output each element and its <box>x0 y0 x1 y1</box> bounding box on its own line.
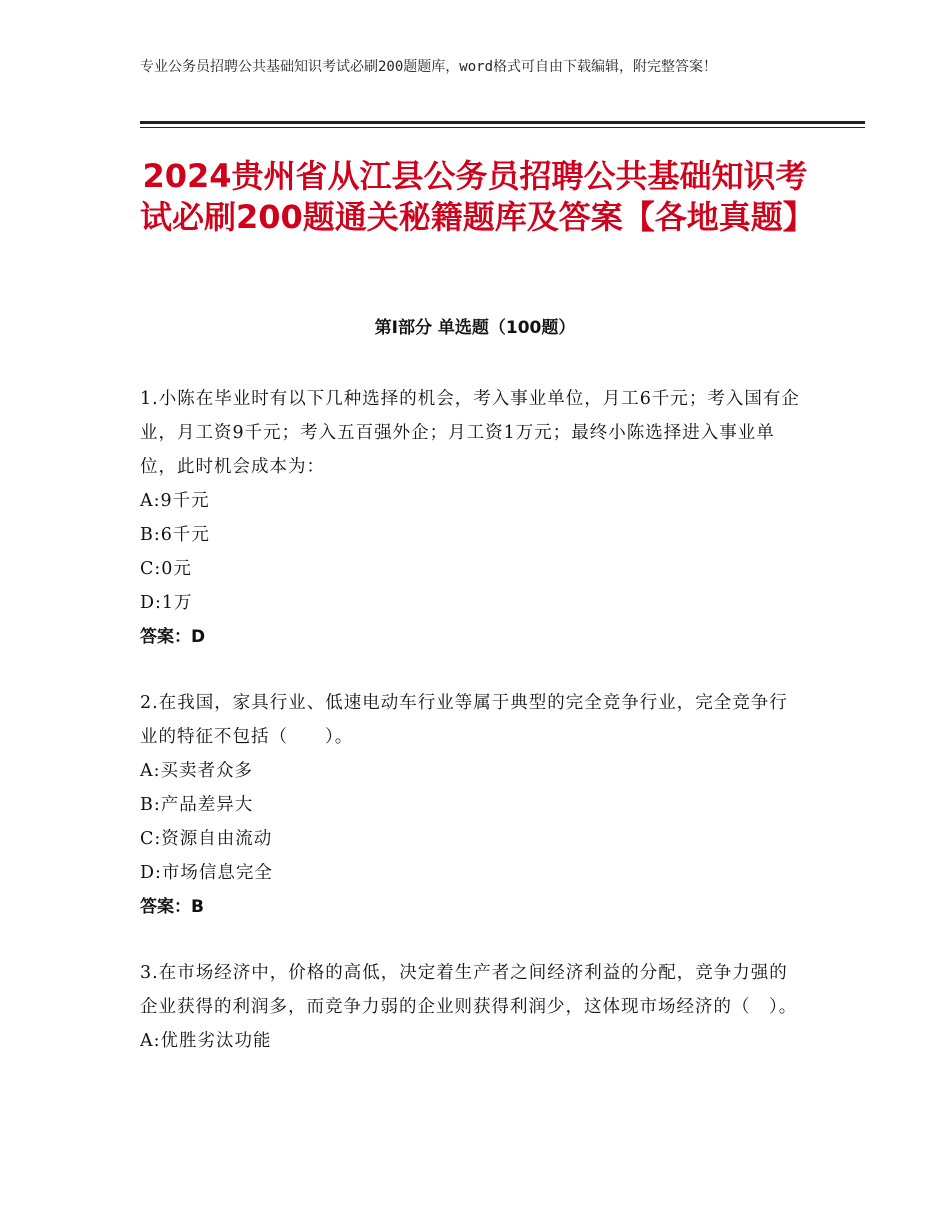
section-title: 第Ⅰ部分 单选题（100题） <box>374 318 576 338</box>
header-divider-thick <box>140 121 865 124</box>
option-b: B:产品差异大 <box>140 795 254 815</box>
option-a: A:买卖者众多 <box>140 761 254 781</box>
option-b: B:6千元 <box>140 525 210 545</box>
header-note: 专业公务员招聘公共基础知识考试必刷200题题库，word格式可自由下载编辑，附完整答案！ <box>140 59 717 75</box>
option-d: D:1万 <box>140 593 193 613</box>
answer: 答案：D <box>140 627 206 647</box>
option-a: A:9千元 <box>140 491 210 511</box>
option-c: C:0元 <box>140 559 192 579</box>
document-title: 2024贵州省从江县公务员招聘公共基础知识考试必刷200题通关秘籍题库及答案【各地真题】 <box>140 157 815 236</box>
question-list <box>140 382 800 1090</box>
option-a: A:优胜劣汰功能 <box>140 1031 272 1051</box>
option-c: C:资源自由流动 <box>140 829 273 849</box>
question-stem: 1.小陈在毕业时有以下几种选择的机会，考入事业单位，月工6千元；考入国有企业，月工资9千元；考入五百强外企；月工资1万元；最终小陈选择进入事业单位，此时机会成本为： <box>140 389 800 477</box>
question-2 <box>140 686 800 924</box>
answer: 答案：B <box>140 897 204 917</box>
question-3 <box>140 956 800 1058</box>
question-stem: 2.在我国，家具行业、低速电动车行业等属于典型的完全竞争行业，完全竞争行业的特征不包括（ ）。 <box>140 693 788 747</box>
header-divider-thin <box>140 127 865 128</box>
question-stem: 3.在市场经济中，价格的高低，决定着生产者之间经济利益的分配，竞争力强的企业获得的利润多，而竞争力弱的企业则获得利润少，这体现市场经济的（ ）。 <box>140 963 798 1017</box>
question-1 <box>140 382 800 654</box>
option-d: D:市场信息完全 <box>140 863 273 883</box>
